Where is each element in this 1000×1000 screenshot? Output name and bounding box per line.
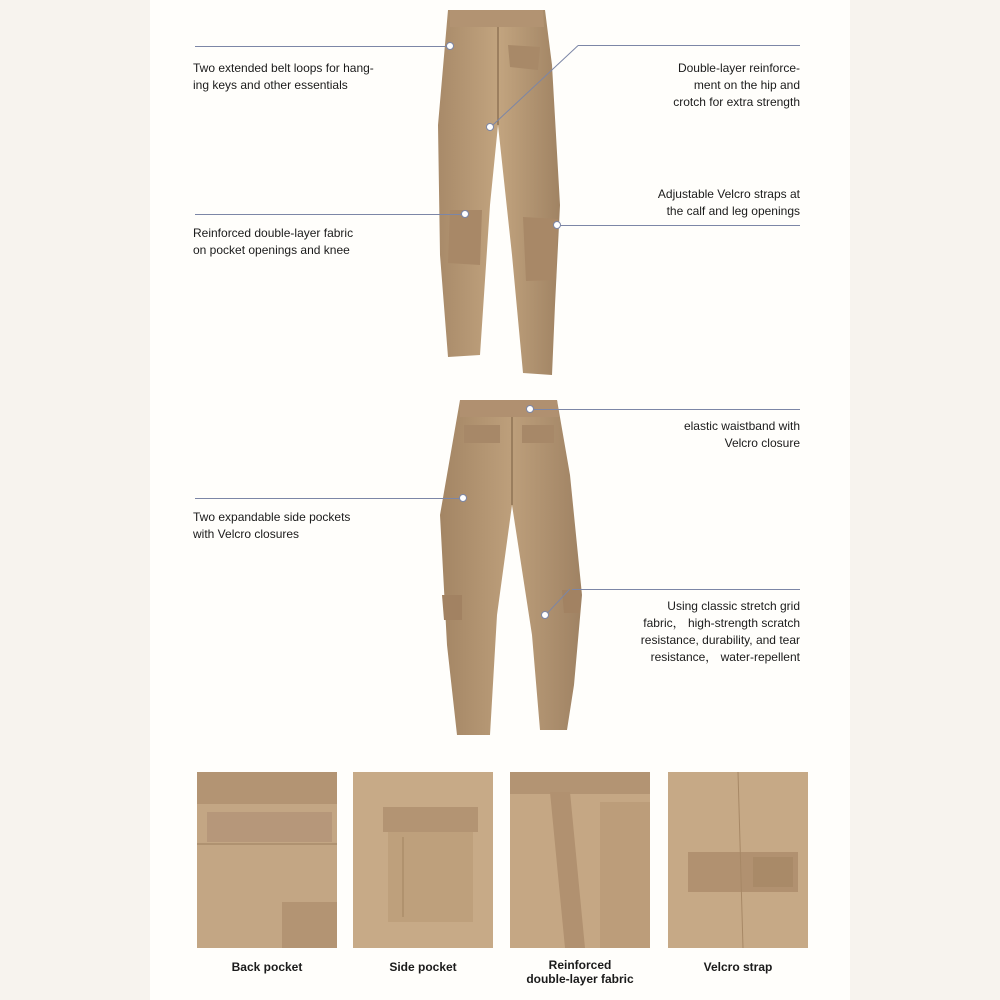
velcro-strap-thumbnail <box>668 772 808 948</box>
knee-fabric-callout: Reinforced double-layer fabric on pocket openings and knee <box>193 226 354 257</box>
knee-fabric-leader <box>195 214 465 215</box>
knee-fabric-marker <box>461 210 469 218</box>
velcro-straps-leader <box>557 225 800 226</box>
side-pockets-leader <box>195 498 463 499</box>
fabric-leader <box>572 589 800 590</box>
reinforced-fabric-thumbnail <box>510 772 650 948</box>
side-pocket-thumbnail <box>353 772 493 948</box>
velcro-straps-marker <box>553 221 561 229</box>
fabric-marker <box>541 611 549 619</box>
fabric-callout: Using classic stretch grid fabric， high-strength scratch resistance, durability, and tear resistance， water-repellent <box>640 599 800 664</box>
belt-loops-callout: Two extended belt loops for hang- ing keys and other essentials <box>193 61 374 92</box>
waistband-leader <box>530 409 800 410</box>
velcro-strap-caption: Velcro strap <box>703 960 773 974</box>
belt-loops-leader <box>195 46 450 47</box>
side-pocket-caption: Side pocket <box>389 960 457 974</box>
reinforced-fabric-caption: Reinforced double-layer fabric <box>526 958 634 986</box>
belt-loops-marker <box>446 42 454 50</box>
side-pockets-callout: Two expandable side pockets with Velcro closures <box>193 510 351 541</box>
back-pocket-thumbnail <box>197 772 337 948</box>
back-pocket-caption: Back pocket <box>231 960 303 974</box>
front-view-pants-image <box>420 5 580 380</box>
waistband-marker <box>526 405 534 413</box>
hip-reinforcement-callout: Double-layer reinforce- ment on the hip and crotch for extra strength <box>673 61 800 109</box>
hip-reinforcement-marker <box>486 123 494 131</box>
back-view-pants-image <box>422 395 592 740</box>
velcro-straps-callout: Adjustable Velcro straps at the calf and leg openings <box>657 187 800 218</box>
side-pockets-marker <box>459 494 467 502</box>
hip-reinforcement-leader <box>578 45 800 46</box>
waistband-callout: elastic waistband with Velcro closure <box>683 419 800 450</box>
